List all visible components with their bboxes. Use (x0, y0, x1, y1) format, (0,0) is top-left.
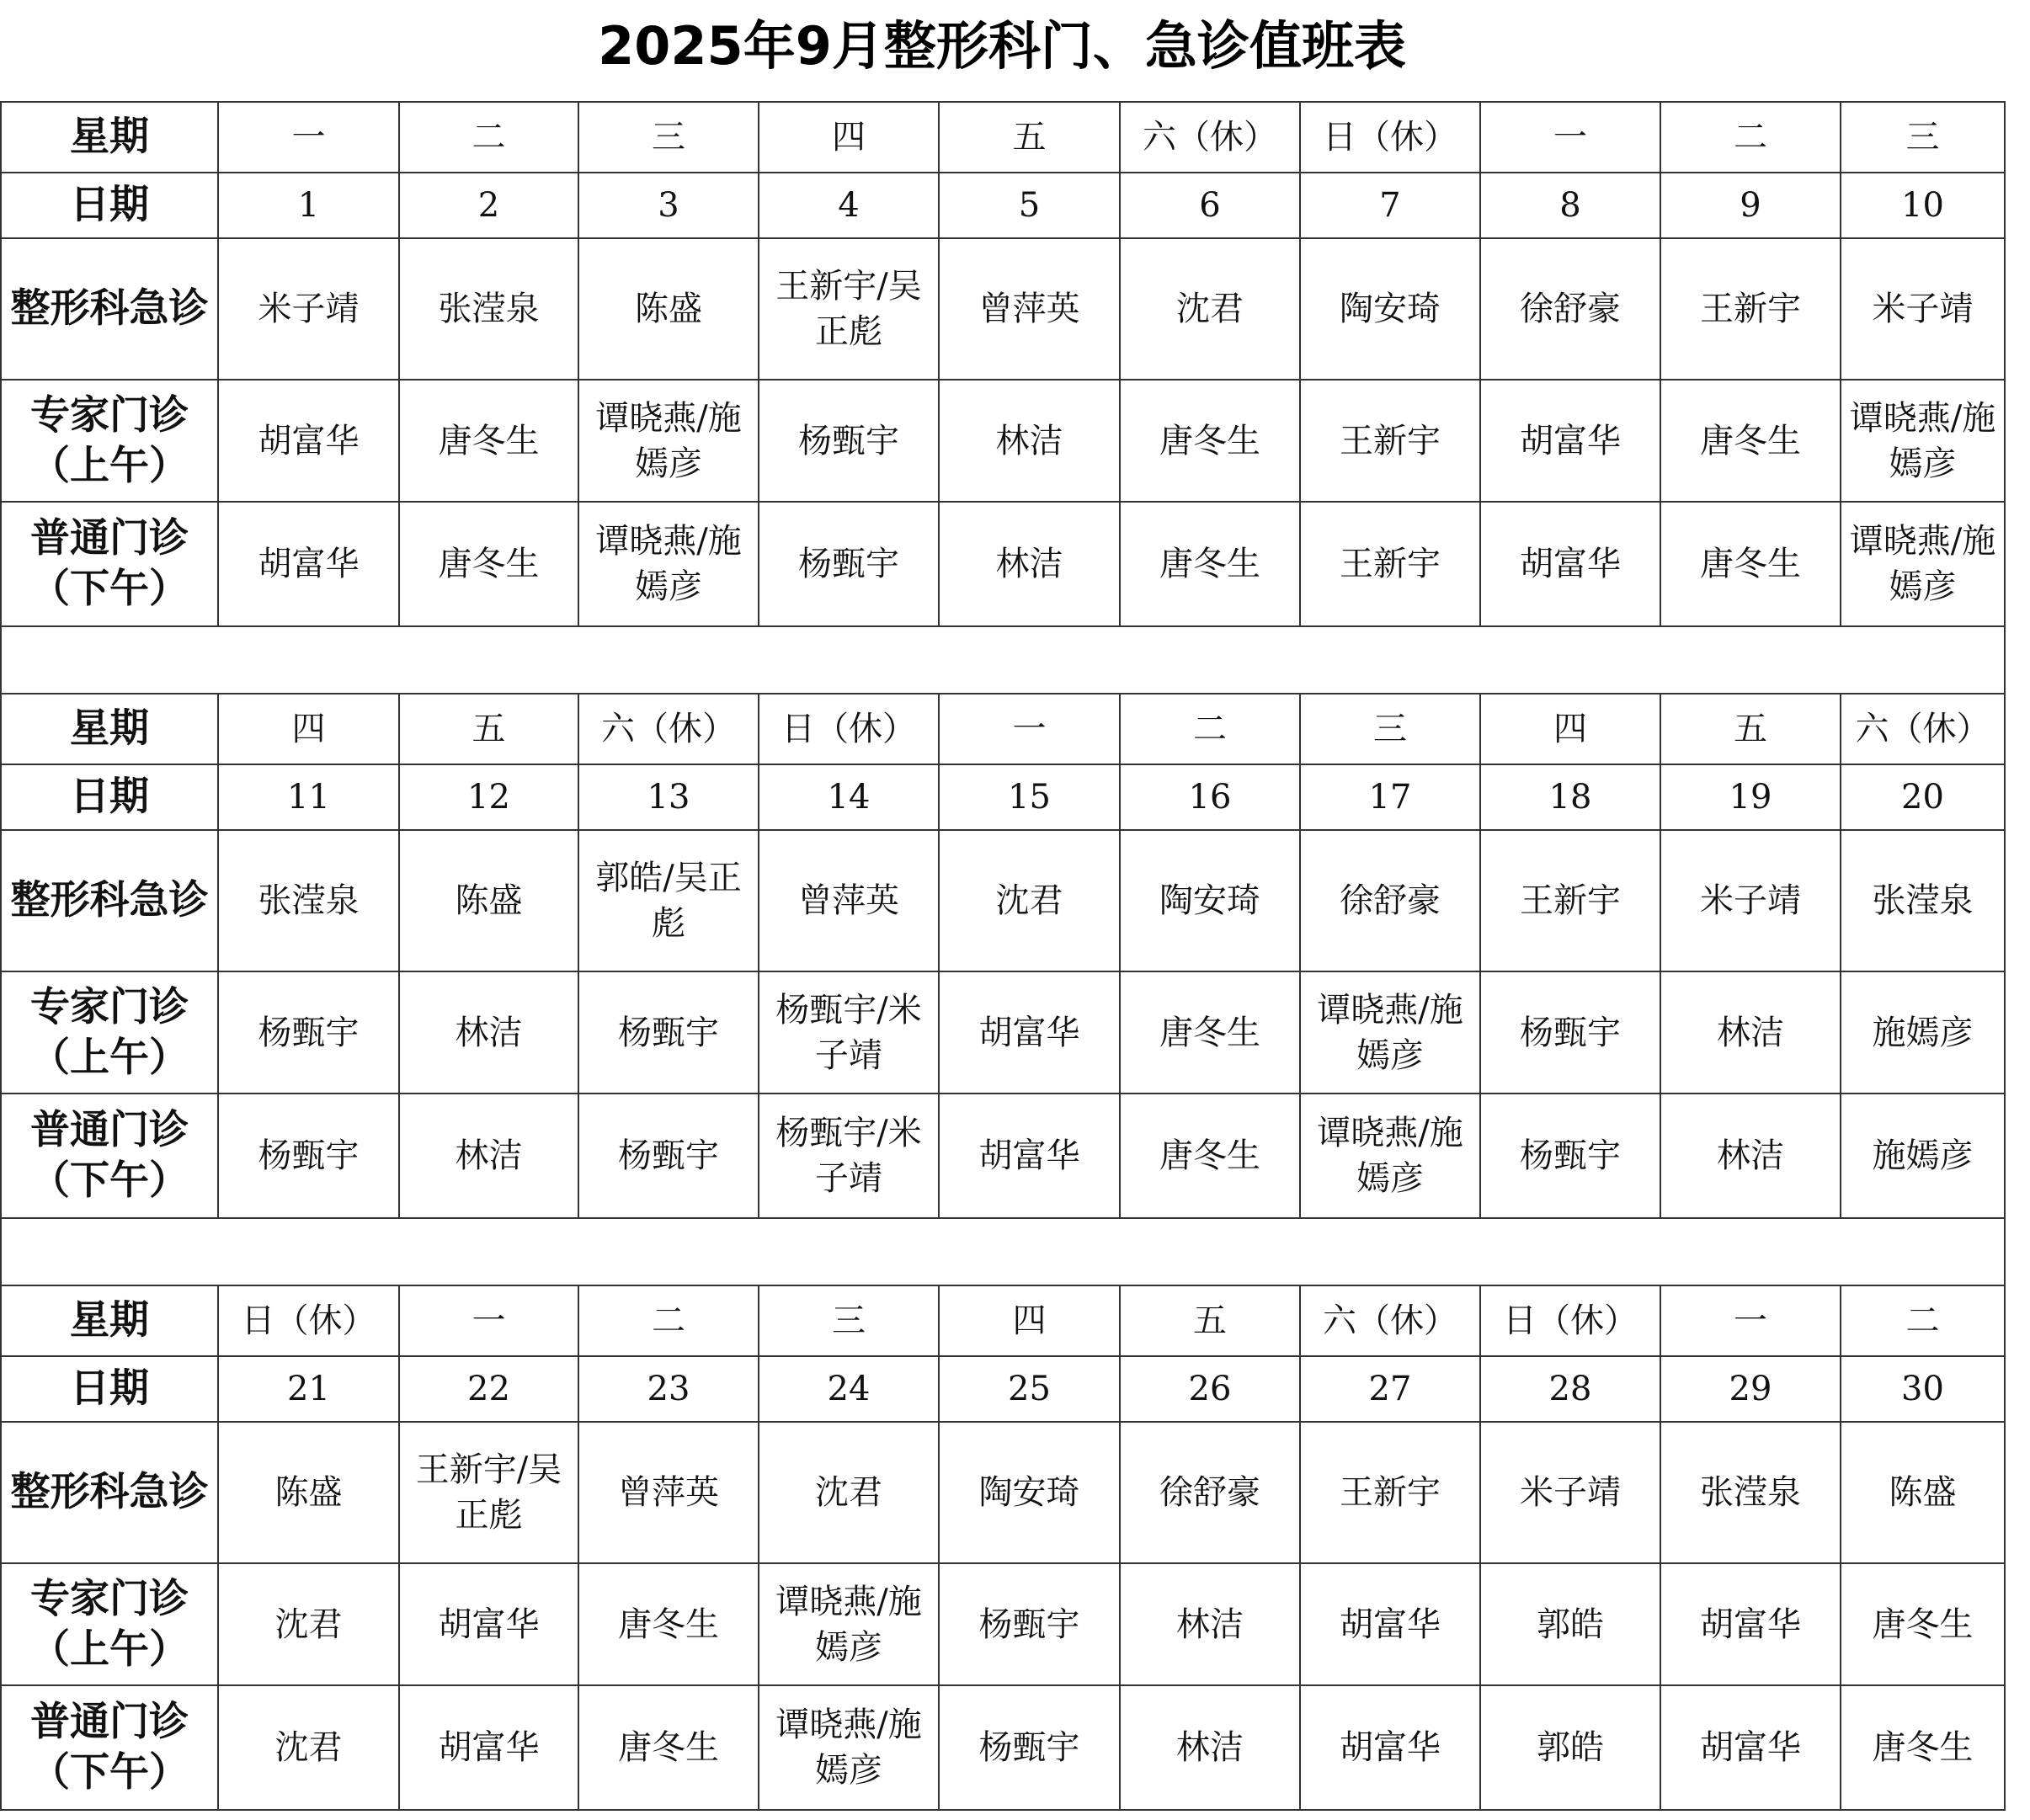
schedule-cell: 陈盛 (578, 238, 759, 380)
schedule-cell: 林洁 (939, 380, 1120, 502)
schedule-cell: 日（休） (1300, 102, 1480, 173)
schedule-cell: 王新宇 (1300, 1422, 1480, 1563)
schedule-cell: 徐舒豪 (1480, 238, 1660, 380)
schedule-cell: 二 (1660, 102, 1841, 173)
row-label: 普通门诊（下午） (1, 1094, 218, 1218)
schedule-cell: 曾萍英 (939, 238, 1120, 380)
schedule-cell: 杨甄宇 (578, 971, 759, 1094)
schedule-cell: 米子靖 (1841, 238, 2005, 380)
schedule-cell: 一 (939, 694, 1120, 764)
schedule-cell: 6 (1120, 173, 1300, 238)
schedule-cell: 杨甄宇 (218, 1094, 399, 1218)
row-label: 专家门诊（上午） (1, 1563, 218, 1685)
schedule-cell: 郭皓 (1480, 1563, 1660, 1685)
schedule-cell: 徐舒豪 (1120, 1422, 1300, 1563)
schedule-cell: 唐冬生 (1660, 380, 1841, 502)
schedule-cell: 3 (578, 173, 759, 238)
schedule-cell: 五 (1660, 694, 1841, 764)
row-label: 星期 (1, 102, 218, 173)
date-row (1, 1356, 2005, 1422)
schedule-cell: 沈君 (939, 830, 1120, 971)
schedule-cell: 5 (939, 173, 1120, 238)
schedule-cell: 18 (1480, 764, 1660, 830)
schedule-cell: 五 (1120, 1285, 1300, 1356)
spacer-cell (1, 626, 2005, 694)
schedule-cell: 胡富华 (939, 1094, 1120, 1218)
emergency-row (1, 830, 2005, 971)
schedule-cell: 唐冬生 (1841, 1685, 2005, 1810)
schedule-cell: 陶安琦 (1300, 238, 1480, 380)
date-row (1, 764, 2005, 830)
date-row (1, 173, 2005, 238)
schedule-cell: 张滢泉 (399, 238, 578, 380)
schedule-cell: 六（休） (1841, 694, 2005, 764)
schedule-cell: 林洁 (1660, 1094, 1841, 1218)
schedule-cell: 一 (1660, 1285, 1841, 1356)
schedule-cell: 沈君 (1120, 238, 1300, 380)
schedule-cell: 21 (218, 1356, 399, 1422)
schedule-cell: 米子靖 (1480, 1422, 1660, 1563)
schedule-cell: 六（休） (578, 694, 759, 764)
schedule-cell: 曾萍英 (759, 830, 939, 971)
schedule-cell: 唐冬生 (578, 1685, 759, 1810)
schedule-cell: 四 (218, 694, 399, 764)
schedule-cell: 谭晓燕/施嫣彦 (1300, 1094, 1480, 1218)
schedule-cell: 陈盛 (218, 1422, 399, 1563)
schedule-cell: 四 (759, 102, 939, 173)
schedule-cell: 王新宇 (1660, 238, 1841, 380)
schedule-cell: 杨甄宇 (1480, 971, 1660, 1094)
schedule-cell: 胡富华 (1300, 1685, 1480, 1810)
schedule-cell: 胡富华 (399, 1685, 578, 1810)
schedule-cell: 沈君 (218, 1685, 399, 1810)
schedule-cell: 16 (1120, 764, 1300, 830)
schedule-cell: 林洁 (939, 502, 1120, 626)
schedule-cell: 唐冬生 (1660, 502, 1841, 626)
schedule-cell: 谭晓燕/施嫣彦 (759, 1563, 939, 1685)
schedule-cell: 三 (759, 1285, 939, 1356)
schedule-cell: 唐冬生 (399, 380, 578, 502)
schedule-cell: 郭皓/吴正彪 (578, 830, 759, 971)
row-label: 日期 (1, 173, 218, 238)
schedule-cell: 13 (578, 764, 759, 830)
schedule-cell: 胡富华 (218, 380, 399, 502)
schedule-cell: 王新宇 (1480, 830, 1660, 971)
schedule-cell: 22 (399, 1356, 578, 1422)
schedule-cell: 陈盛 (399, 830, 578, 971)
schedule-cell: 19 (1660, 764, 1841, 830)
schedule-cell: 27 (1300, 1356, 1480, 1422)
schedule-cell: 17 (1300, 764, 1480, 830)
schedule-cell: 林洁 (1660, 971, 1841, 1094)
schedule-cell: 唐冬生 (1120, 380, 1300, 502)
schedule-cell: 26 (1120, 1356, 1300, 1422)
schedule-cell: 一 (399, 1285, 578, 1356)
schedule-cell: 唐冬生 (1120, 1094, 1300, 1218)
row-label: 整形科急诊 (1, 238, 218, 380)
row-label: 星期 (1, 694, 218, 764)
row-label: 星期 (1, 1285, 218, 1356)
schedule-cell: 三 (1841, 102, 2005, 173)
schedule-cell: 谭晓燕/施嫣彦 (1300, 971, 1480, 1094)
schedule-cell: 王新宇/吴正彪 (399, 1422, 578, 1563)
duty-schedule-table (0, 101, 2006, 1811)
schedule-cell: 二 (1841, 1285, 2005, 1356)
general-clinic-pm-row (1, 1094, 2005, 1218)
schedule-cell: 唐冬生 (1120, 502, 1300, 626)
row-label: 普通门诊（下午） (1, 502, 218, 626)
schedule-cell: 8 (1480, 173, 1660, 238)
schedule-cell: 杨甄宇/米子靖 (759, 971, 939, 1094)
schedule-cell: 1 (218, 173, 399, 238)
schedule-cell: 郭皓 (1480, 1685, 1660, 1810)
schedule-cell: 一 (218, 102, 399, 173)
schedule-cell: 唐冬生 (1120, 971, 1300, 1094)
schedule-cell: 29 (1660, 1356, 1841, 1422)
schedule-cell: 谭晓燕/施嫣彦 (759, 1685, 939, 1810)
schedule-cell: 沈君 (759, 1422, 939, 1563)
general-clinic-pm-row (1, 502, 2005, 626)
schedule-cell: 胡富华 (399, 1563, 578, 1685)
row-label: 日期 (1, 764, 218, 830)
schedule-cell: 王新宇 (1300, 380, 1480, 502)
schedule-cell: 六（休） (1300, 1285, 1480, 1356)
schedule-cell: 24 (759, 1356, 939, 1422)
schedule-cell: 王新宇/吴正彪 (759, 238, 939, 380)
schedule-cell: 五 (399, 694, 578, 764)
schedule-cell: 胡富华 (1660, 1685, 1841, 1810)
schedule-cell: 唐冬生 (578, 1563, 759, 1685)
schedule-cell: 曾萍英 (578, 1422, 759, 1563)
schedule-cell: 陶安琦 (939, 1422, 1120, 1563)
weekday-row (1, 1285, 2005, 1356)
schedule-cell: 谭晓燕/施嫣彦 (578, 502, 759, 626)
schedule-cell: 六（休） (1120, 102, 1300, 173)
row-label: 整形科急诊 (1, 1422, 218, 1563)
schedule-cell: 米子靖 (1660, 830, 1841, 971)
schedule-cell: 林洁 (1120, 1685, 1300, 1810)
schedule-cell: 二 (399, 102, 578, 173)
expert-clinic-am-row (1, 1563, 2005, 1685)
schedule-cell: 日（休） (1480, 1285, 1660, 1356)
schedule-cell: 二 (1120, 694, 1300, 764)
schedule-cell: 沈君 (218, 1563, 399, 1685)
schedule-cell: 张滢泉 (218, 830, 399, 971)
schedule-cell: 7 (1300, 173, 1480, 238)
schedule-cell: 胡富华 (1480, 502, 1660, 626)
general-clinic-pm-row (1, 1685, 2005, 1810)
schedule-cell: 30 (1841, 1356, 2005, 1422)
schedule-cell: 谭晓燕/施嫣彦 (1841, 380, 2005, 502)
emergency-row (1, 238, 2005, 380)
schedule-cell: 林洁 (399, 971, 578, 1094)
schedule-cell: 陶安琦 (1120, 830, 1300, 971)
emergency-row (1, 1422, 2005, 1563)
schedule-cell: 11 (218, 764, 399, 830)
schedule-cell: 杨甄宇 (939, 1563, 1120, 1685)
schedule-cell: 唐冬生 (399, 502, 578, 626)
expert-clinic-am-row (1, 380, 2005, 502)
schedule-cell: 四 (939, 1285, 1120, 1356)
weekday-row (1, 102, 2005, 173)
schedule-cell: 胡富华 (218, 502, 399, 626)
schedule-cell: 五 (939, 102, 1120, 173)
row-label: 整形科急诊 (1, 830, 218, 971)
schedule-cell: 2 (399, 173, 578, 238)
schedule-cell: 杨甄宇 (218, 971, 399, 1094)
schedule-cell: 谭晓燕/施嫣彦 (578, 380, 759, 502)
schedule-cell: 施嫣彦 (1841, 971, 2005, 1094)
schedule-cell: 12 (399, 764, 578, 830)
schedule-cell: 施嫣彦 (1841, 1094, 2005, 1218)
schedule-cell: 杨甄宇 (759, 502, 939, 626)
schedule-cell: 15 (939, 764, 1120, 830)
spacer-row (1, 1218, 2005, 1285)
schedule-cell: 10 (1841, 173, 2005, 238)
schedule-cell: 三 (578, 102, 759, 173)
schedule-cell: 谭晓燕/施嫣彦 (1841, 502, 2005, 626)
schedule-cell: 杨甄宇 (578, 1094, 759, 1218)
row-label: 专家门诊（上午） (1, 971, 218, 1094)
expert-clinic-am-row (1, 971, 2005, 1094)
schedule-cell: 杨甄宇 (759, 380, 939, 502)
schedule-cell: 张滢泉 (1841, 830, 2005, 971)
schedule-cell: 王新宇 (1300, 502, 1480, 626)
spacer-cell (1, 1218, 2005, 1285)
schedule-cell: 23 (578, 1356, 759, 1422)
schedule-cell: 14 (759, 764, 939, 830)
schedule-cell: 唐冬生 (1841, 1563, 2005, 1685)
row-label: 普通门诊（下午） (1, 1685, 218, 1810)
schedule-cell: 4 (759, 173, 939, 238)
schedule-cell: 三 (1300, 694, 1480, 764)
page-title: 2025年9月整形科门、急诊值班表 (598, 15, 1406, 77)
schedule-cell: 杨甄宇 (1480, 1094, 1660, 1218)
schedule-cell: 日（休） (218, 1285, 399, 1356)
schedule-cell: 20 (1841, 764, 2005, 830)
schedule-cell: 胡富华 (1300, 1563, 1480, 1685)
schedule-cell: 二 (578, 1285, 759, 1356)
row-label: 日期 (1, 1356, 218, 1422)
schedule-cell: 陈盛 (1841, 1422, 2005, 1563)
schedule-cell: 杨甄宇 (939, 1685, 1120, 1810)
schedule-cell: 28 (1480, 1356, 1660, 1422)
schedule-cell: 张滢泉 (1660, 1422, 1841, 1563)
schedule-cell: 林洁 (1120, 1563, 1300, 1685)
schedule-cell: 胡富华 (1660, 1563, 1841, 1685)
spacer-row (1, 626, 2005, 694)
schedule-cell: 林洁 (399, 1094, 578, 1218)
schedule-cell: 一 (1480, 102, 1660, 173)
schedule-cell: 胡富华 (1480, 380, 1660, 502)
weekday-row (1, 694, 2005, 764)
schedule-cell: 徐舒豪 (1300, 830, 1480, 971)
schedule-cell: 胡富华 (939, 971, 1120, 1094)
schedule-cell: 四 (1480, 694, 1660, 764)
schedule-cell: 9 (1660, 173, 1841, 238)
schedule-cell: 米子靖 (218, 238, 399, 380)
row-label: 专家门诊（上午） (1, 380, 218, 502)
schedule-cell: 25 (939, 1356, 1120, 1422)
schedule-cell: 日（休） (759, 694, 939, 764)
schedule-cell: 杨甄宇/米子靖 (759, 1094, 939, 1218)
